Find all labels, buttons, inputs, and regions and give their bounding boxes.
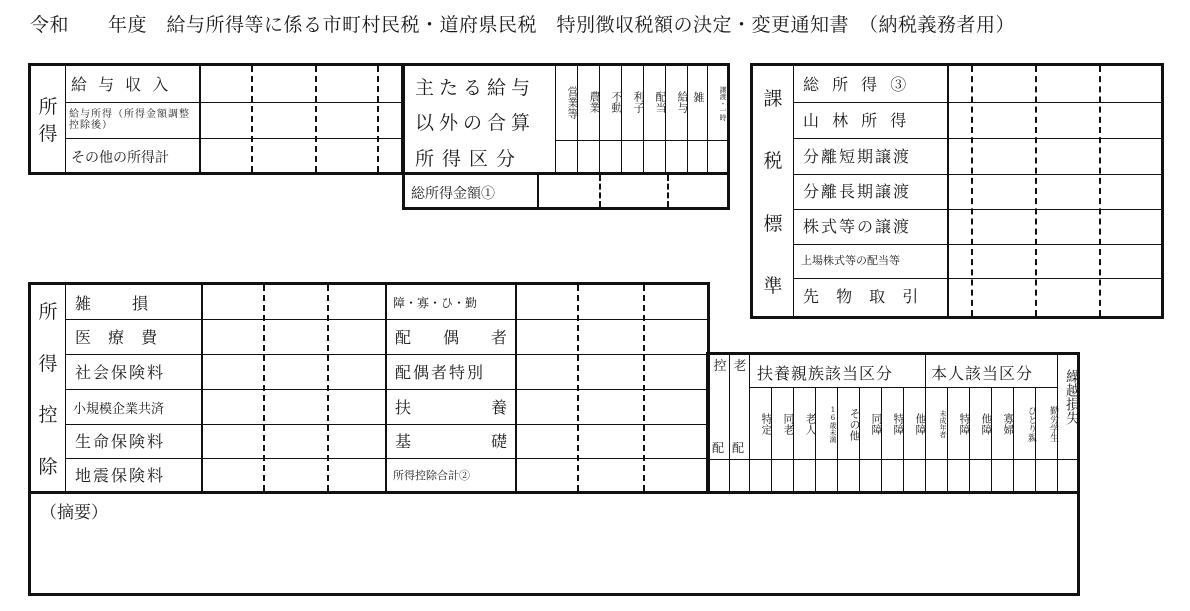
tax-base-block — [750, 63, 1164, 319]
honnin-col-2: 特障 — [958, 413, 971, 435]
ded-left-3: 社会保険料 — [75, 363, 166, 382]
document-title: 令和 年度 給与所得等に係る市町村民税・道府県民税 特別徴収税額の決定・変更通知書 （納税義務者用） — [30, 14, 1016, 36]
status-hai-1: 配 — [712, 441, 725, 455]
tax-base-char-2: 税 — [763, 150, 783, 173]
col-eigyo: 営業等 — [566, 85, 579, 119]
ded-right-6: 所得控除合計② — [393, 469, 470, 482]
total-income-label: 総所得金額① — [411, 186, 495, 202]
other-row-3: 所得区分 — [415, 148, 524, 170]
memo-box[interactable] — [28, 491, 1080, 596]
income-row-other-total: その他の所得計 — [71, 150, 169, 166]
honnin-col-1: 未成年者 — [939, 410, 947, 438]
deduction-char-3: 控 — [38, 404, 58, 427]
tax-row-1: 総 所 得 ③ — [803, 75, 911, 94]
ded-right-1: 障・寡・ひ・勤 — [393, 296, 478, 310]
fuyou-col-8: 他障 — [914, 413, 927, 435]
fuyou-col-1: 特定 — [760, 413, 773, 435]
other-income-block — [402, 63, 730, 175]
ded-left-2: 医 療 費 — [75, 328, 164, 347]
income-group-label — [31, 66, 66, 172]
status-hai-2: 配 — [732, 441, 745, 455]
other-row-2: 以外の合算 — [415, 112, 536, 134]
ded-right-3: 配偶者特別 — [395, 363, 486, 382]
deduction-char-2: 得 — [38, 352, 58, 375]
tax-row-3: 分離短期譲渡 — [803, 147, 912, 166]
ded-right-2: 配 偶 者 — [395, 328, 516, 347]
fuyou-header: 扶養親族該当区分 — [757, 364, 894, 383]
income-group-char-1: 所 — [38, 96, 58, 118]
tax-row-6: 上場株式等の配当等 — [801, 254, 900, 267]
deduction-block — [28, 282, 710, 494]
ded-left-6: 地震保険料 — [75, 466, 166, 485]
total-income-row — [402, 172, 730, 210]
honnin-col-4: 寡婦 — [1002, 413, 1015, 435]
honnin-col-6: 勤労学生 — [1048, 406, 1058, 442]
tax-base-char-4: 準 — [763, 275, 783, 298]
col-nogyo: 農業 — [588, 91, 601, 113]
tax-base-group — [753, 66, 794, 316]
ded-left-1: 雑 損 — [75, 294, 152, 313]
col-kyuyo: 給与 — [676, 91, 689, 113]
memo-label: （摘要） — [40, 503, 108, 523]
income-row-salary: 給 与 収 入 — [71, 75, 172, 94]
tax-row-2: 山 林 所 得 — [803, 111, 911, 130]
status-rou: 老 — [733, 359, 747, 374]
income-block — [28, 63, 404, 175]
tax-row-7: 先 物 取 引 — [803, 287, 925, 306]
ded-right-4: 扶 養 — [395, 398, 524, 417]
other-row-1: 主たる給与 — [415, 77, 536, 99]
tax-base-char-1: 課 — [763, 87, 783, 110]
fuyou-col-4: 16歳未満 — [829, 405, 837, 443]
honnin-col-5: ひとり親 — [1026, 406, 1036, 442]
kurikoshi-label: 繰越損失 — [1064, 369, 1080, 425]
status-kou: 控 — [713, 359, 727, 374]
fuyou-col-6: 同障 — [870, 413, 883, 435]
honnin-col-3: 他障 — [980, 413, 993, 435]
ded-left-4: 小規模企業共済 — [73, 402, 165, 417]
tax-row-5: 株式等の譲渡 — [803, 217, 912, 236]
ded-right-5: 基 礎 — [395, 432, 524, 451]
income-group-char-2: 得 — [38, 123, 58, 145]
tax-row-4: 分離長期譲渡 — [803, 182, 912, 201]
tax-base-char-3: 標 — [763, 212, 783, 235]
col-haito: 配当 — [654, 91, 667, 113]
status-block — [706, 352, 1080, 494]
honnin-header: 本人該当区分 — [931, 364, 1034, 383]
col-zatsu: 雑 — [693, 91, 705, 104]
col-rishi: 利子 — [632, 91, 645, 113]
col-fudo: 不動 — [610, 91, 623, 113]
deduction-char-4: 除 — [38, 455, 58, 478]
deduction-group — [31, 285, 66, 491]
deduction-char-1: 所 — [38, 301, 58, 324]
fuyou-col-3: 老人 — [804, 413, 817, 435]
income-row-salary-income: 給与所得（所得金額調整控除後） — [69, 109, 190, 131]
col-joto: 譲渡・一時 — [719, 85, 727, 121]
fuyou-col-2: 同老 — [782, 413, 795, 435]
fuyou-col-7: 特障 — [892, 413, 905, 435]
fuyou-col-5: その他 — [848, 407, 861, 441]
ded-left-5: 生命保険料 — [75, 432, 166, 451]
